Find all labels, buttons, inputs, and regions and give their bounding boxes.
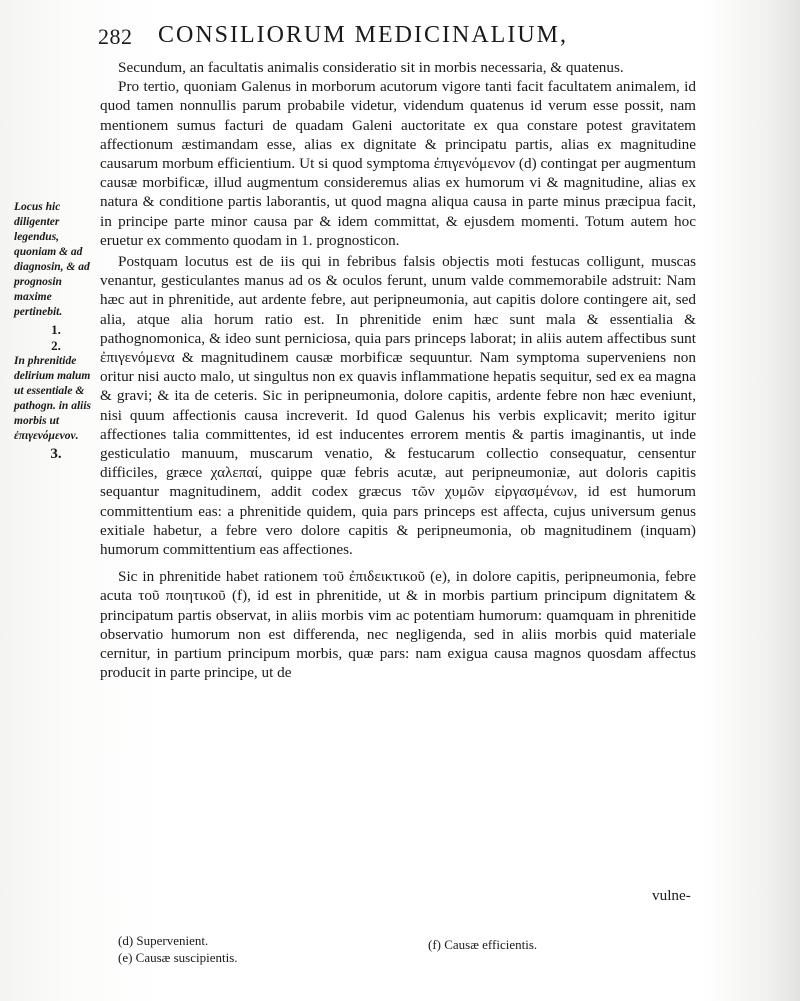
margin-note-phrenitide: In phrenitide delirium malum ut essentiale & pathogn. in aliis morbis ut ἐπιγενόμενον. <box>14 355 92 442</box>
running-title: CONSILIORUM MEDICINALIUM, <box>158 22 568 48</box>
margin-number-1: 1. <box>51 322 61 337</box>
footnote-d: (d) Supervenient. <box>118 933 209 948</box>
margin-number-3: 3. <box>50 446 62 462</box>
page-header <box>98 22 738 52</box>
paragraph-sic-in-phrenitide: Sic in phrenitide habet rationem τοῦ ἐπιδεικτικοῦ (e), in dolore capitis, peripneumonia, febre acuta τοῦ ποιητικοῦ (f), id est in phrenitide, ut & in morbis partium principum dignitatem & principatum partis observat, in aliis morbis vim ac potentiam humorum: quamquam in phrenitide observatio humorum non est differenda, nec negligenda, sed in aliis morbis quid materiale cernitur, in partium principum morbis, quæ pars: nam exigua causa magnos quosdam affectus producit in parte principe, ut de <box>100 568 696 682</box>
catchword: vulne- <box>652 887 691 904</box>
paragraph-pro-tertio: Pro tertio, quoniam Galenus in morborum acutorum vigore tanti facit facultatem animalem, id quod tamen nonnullis parum probabile videtur, videndum quatenus id verum esse possit, nam mentionem sumus facturi de quadam Galeni auctoritate ex qua constare potest gravitatem affectionum æstimandam esse, alias ex dignitate & principatu partis, alias ex magnitudine causarum morbum efficientium. Ut si quod symptoma ἐπιγενόμενον (d) contingat per augmentum causæ morbificæ, illud augmentum consideremus alias ex humorum vi & magnitudine, alias ex natura & conditione partis laborantis, ut quod magna aliqua causa in parte minus præcipua facit, in principe parte minor causa par & idem committat, & ejusdem momenti. Totum autem hoc eruetur ex commento quodam in 1. prognosticon. <box>100 78 696 249</box>
margin-number-2: 2. <box>51 338 61 353</box>
paragraph-secundum: Secundum, an facultatis animalis consideratio sit in morbis necessaria, & quatenus. <box>118 59 624 76</box>
main-text <box>100 58 696 683</box>
margin-notes <box>14 200 98 462</box>
paragraph-postquam: Postquam locutus est de iis qui in febribus falsis objectis moti festucas colligunt, muscas venantur, gesticulantes manus ad os & oculos ferunt, unum valde commemorabile adstruit: Nam hæc aut in phrenitide, aut ardente febre, aut peripneumonia, aut capitis dolore contingere ait, sed alia, atque alia horum ratio est. In phrenitide enim hæc sunt mala & essentialia & pathognomonica, & ideo sunt perniciosa, quia pars princeps laborat; in aliis autem affectibus sunt ἐπιγενόμενα & magnitudinem causæ morbificæ sequuntur. Nam symptoma superveniens non oritur nisi aucto malo, ut singultus non ex quavis inflammatione hepatis sequitur, sed ex ea magna & gravi; & ita de ceteris. Sic in peripneumonia, dolore capitis, ardente febre non hæc eveniunt, nisi quum affectionis causa increverit. Id quod Galenus his verbis explicavit; merito igitur affectiones talia committentes, id est inducentes errorem mentis & partis imaginantis, ut inde gesticulatio manuum, muscarum venatio, & festucarum collectio consequatur, censentur difficiles, græce χαλεπαί, quippe quæ febris acutæ, aut peripneumoniæ, aut doloris capitis sequantur magnitudinem, addit codex græcus τῶν χυμῶν εἰργασμένων, id est humorum committentium eas: a phrenitide quidem, quia pars princeps est affecta, cujus universum genus exitiale habetur, a febre vero dolore capitis & peripneumonia, ob magnitudinem (inquam) humorum committentium eas affectiones. <box>100 253 696 559</box>
footnote-e: (e) Causæ suscipientis. <box>118 950 238 965</box>
page-number: 282 <box>98 24 133 49</box>
footnote-f: (f) Causæ efficientis. <box>428 937 538 952</box>
margin-note-locus: Locus hic diligenter legendus, quoniam & ad diagnosin, & ad prognosin maxime pertinebit. <box>14 201 90 318</box>
